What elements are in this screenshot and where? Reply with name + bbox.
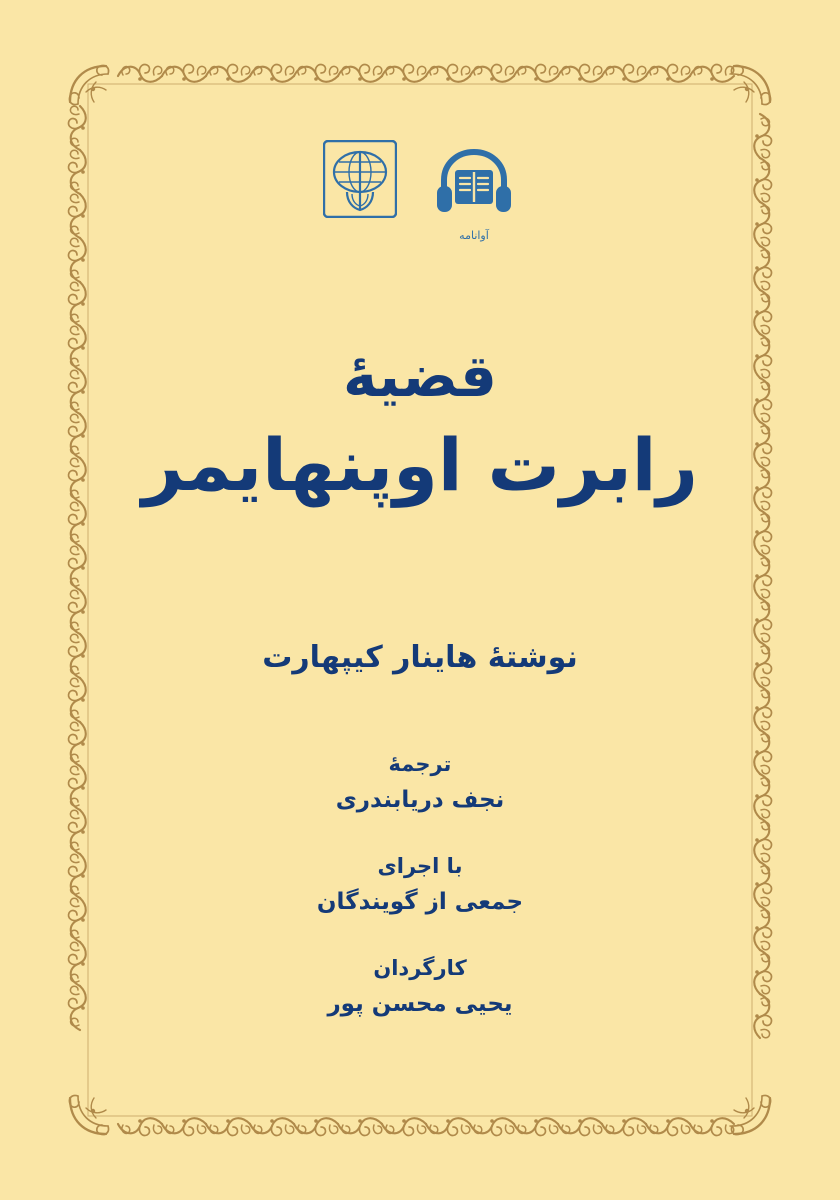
credits-list [110,749,730,1021]
audiobook-logo-caption: آوانامه [459,229,489,242]
credit-director [110,953,730,1021]
book-title-line1: قضیهٔ [343,342,497,410]
book-title-line2: رابرت اوپنهایمر [142,422,698,507]
credit-value: نجف دریابندری [335,786,505,813]
audiobook-logo [431,140,517,252]
credit-value: یحیی محسن پور [327,990,513,1017]
credit-label: ترجمهٔ [388,752,452,777]
logo-row [0,140,840,252]
credit-label: کارگردان [373,956,467,981]
headphones-book-icon [431,140,517,226]
book-author: نوشتهٔ هاینار کیپهارت [262,640,578,676]
credit-translator [110,749,730,817]
publisher-logo [323,140,397,218]
cover-text-block [110,340,730,1055]
credit-label: با اجرای [377,854,463,879]
credit-value: جمعی از گویندگان [316,888,524,915]
credit-performers [110,851,730,919]
